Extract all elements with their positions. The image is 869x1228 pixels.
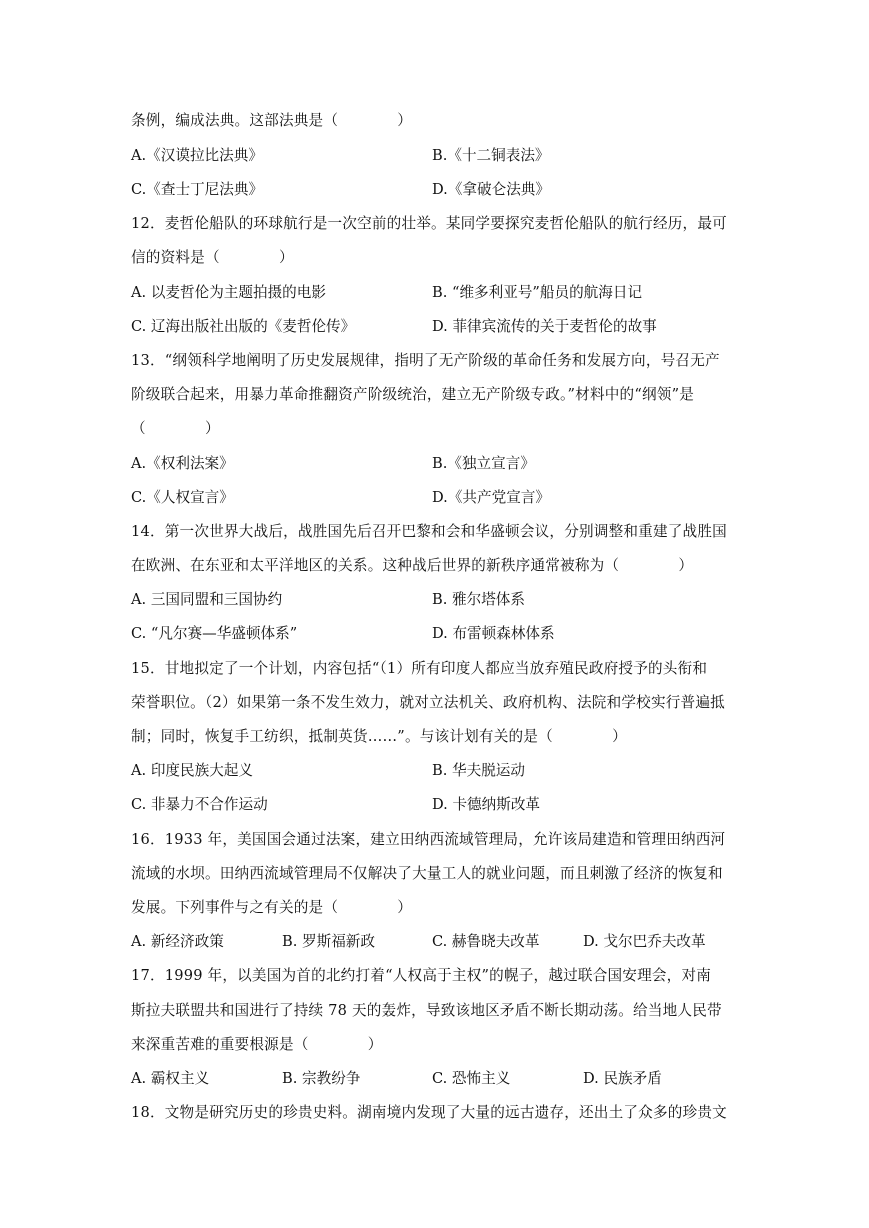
- q13-option-d: D.《共产党宣言》: [432, 489, 550, 506]
- q15-stem-line-3: 制；同时，恢复手工纺织，抵制英货……”。与该计划有关的是（ ）: [131, 728, 627, 745]
- q13-option-a: A.《权利法案》: [131, 455, 234, 472]
- q14-option-a: A. 三国同盟和三国协约: [131, 591, 283, 608]
- q16-option-c: C. 赫鲁晓夫改革: [432, 933, 540, 950]
- q16-option-a: A. 新经济政策: [131, 933, 224, 950]
- q16-stem-line-3: 发展。下列事件与之有关的是（ ）: [131, 899, 413, 916]
- q15-stem-line-2: 荣誉职位。（2）如果第一条不发生效力，就对立法机关、政府机构、法院和学校实行普遍抵: [131, 694, 725, 711]
- q13-stem-line-2: 阶级联合起来，用暴力革命推翻资产阶级统治，建立无产阶级专政。”材料中的“纲领”是: [131, 386, 695, 403]
- q14-option-c: C. “凡尔赛—华盛顿体系”: [131, 625, 298, 642]
- q11-option-b: B.《十二铜表法》: [432, 147, 550, 164]
- q16-option-d: D. 戈尔巴乔夫改革: [583, 933, 706, 950]
- q15-option-c: C. 非暴力不合作运动: [131, 796, 268, 813]
- q14-option-b: B. 雅尔塔体系: [432, 591, 525, 608]
- q17-stem-line-2: 斯拉夫联盟共和国进行了持续 78 天的轰炸，导致该地区矛盾不断长期动荡。给当地人民带: [131, 1002, 722, 1019]
- q17-option-a: A. 霸权主义: [131, 1070, 210, 1087]
- q12-stem-line-2: 信的资料是（ ）: [131, 249, 294, 266]
- q13-stem-line-1: 13．“纲领科学地阐明了历史发展规律，指明了无产阶级的革命任务和发展方向，号召无产: [131, 352, 720, 369]
- q16-stem-line-1: 16．1933 年，美国国会通过法案，建立田纳西流域管理局，允许该局建造和管理田纳西河: [131, 831, 726, 848]
- q17-option-d: D. 民族矛盾: [583, 1070, 662, 1087]
- q16-stem-line-2: 流域的水坝。田纳西流域管理局不仅解决了大量工人的就业问题，而且刺激了经济的恢复和: [131, 865, 723, 882]
- q17-stem-line-1: 17．1999 年，以美国为首的北约打着“人权高于主权”的幌子，越过联合国安理会，对南: [131, 967, 712, 984]
- q13-option-c: C.《人权宣言》: [131, 489, 234, 506]
- q14-option-d: D. 布雷顿森林体系: [432, 625, 555, 642]
- q12-stem-line-1: 12．麦哲伦船队的环球航行是一次空前的壮举。某同学要探究麦哲伦船队的航行经历，最可: [131, 215, 727, 232]
- q11-option-c: C.《查士丁尼法典》: [131, 181, 264, 198]
- q12-option-c: C. 辽海出版社出版的《麦哲伦传》: [131, 318, 356, 335]
- q12-option-d: D. 菲律宾流传的关于麦哲伦的故事: [432, 318, 657, 335]
- q12-option-a: A. 以麦哲伦为主题拍摄的电影: [131, 284, 326, 301]
- q14-stem-line-1: 14．第一次世界大战后，战胜国先后召开巴黎和会和华盛顿会议，分别调整和重建了战胜国: [131, 523, 727, 540]
- q16-option-b: B. 罗斯福新政: [282, 933, 375, 950]
- q11-stem-tail: 条例，编成法典。这部法典是（ ）: [131, 112, 413, 129]
- q11-option-a: A.《汉谟拉比法典》: [131, 147, 263, 164]
- q15-option-b: B. 华夫脱运动: [432, 762, 525, 779]
- q17-stem-line-3: 来深重苦难的重要根源是（ ）: [131, 1036, 383, 1053]
- q11-option-d: D.《拿破仑法典》: [432, 181, 550, 198]
- q18-stem-line-1: 18．文物是研究历史的珍贵史料。湖南境内发现了大量的远古遗存，还出土了众多的珍贵文: [131, 1104, 727, 1121]
- q12-option-b: B. “维多利亚号”船员的航海日记: [432, 284, 643, 301]
- q15-option-d: D. 卡德纳斯改革: [432, 796, 541, 813]
- q14-stem-line-2: 在欧洲、在东亚和太平洋地区的关系。这种战后世界的新秩序通常被称为（ ）: [131, 557, 694, 574]
- q17-option-c: C. 恐怖主义: [432, 1070, 511, 1087]
- q15-stem-line-1: 15．甘地拟定了一个计划，内容包括“（1）所有印度人都应当放弃殖民政府授予的头衔和: [131, 660, 708, 677]
- q13-stem-line-3: （ ）: [131, 420, 220, 437]
- q17-option-b: B. 宗教纷争: [282, 1070, 361, 1087]
- q13-option-b: B.《独立宣言》: [432, 455, 535, 472]
- q15-option-a: A. 印度民族大起义: [131, 762, 253, 779]
